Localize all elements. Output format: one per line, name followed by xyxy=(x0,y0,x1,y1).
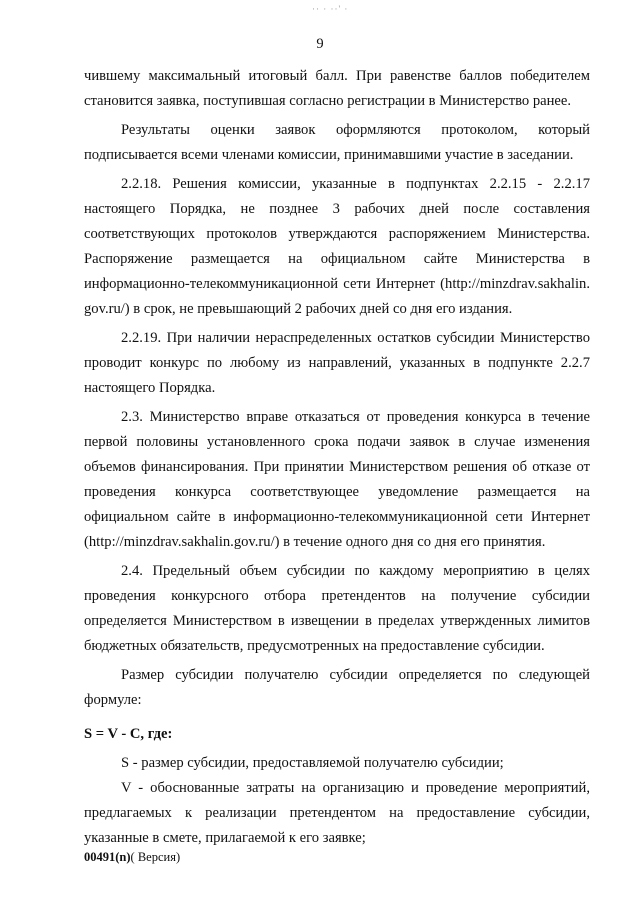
paragraph-continuation: чившему максимальный итоговый балл. При равенстве баллов победителем становится заявка, поступившая согласно регистрации в Министерство ранее. xyxy=(84,68,590,109)
paragraph-2-3: 2.3. Министерство вправе отказаться от проведения конкурса в течение первой половины установленного срока подачи заявок в случае изменения объемов финансирования. При принятии Министерством решения об отказе от проведения конкурса соответствующее уведомление размещается на официальном сайте в информационно-телекоммуникационной сети Интернет (http://minzdrav.sakhalin.gov.ru/) в течение одного дня со дня его принятия. xyxy=(84,409,590,550)
paragraph-2-2-19: 2.2.19. При наличии нераспределенных остатков субсидии Министерство проводит конкурс по любому из направлений, указанных в подпункте 2.2.7 настоящего Порядка. xyxy=(84,330,590,396)
paragraph-subsidy-size: Размер субсидии получателю субсидии определяется по следующей формуле: xyxy=(84,667,590,708)
document-body xyxy=(84,64,590,851)
scan-noise-mark: ·· · ··' · xyxy=(312,4,349,14)
footer-version-label: ( Версия) xyxy=(130,850,181,864)
definition-v: V - обоснованные затраты на организацию и проведение мероприятий, предлагаемых к реализации претендентом на предоставление субсидии, указанные в смете, прилагаемой к его заявке; xyxy=(84,780,590,846)
subsidy-formula: S = V - C, где: xyxy=(84,726,173,742)
definition-s: S - размер субсидии, предоставляемой получателю субсидии; xyxy=(121,755,504,771)
footer-document-code: 00491(n) xyxy=(84,850,131,864)
paragraph-2-2-18: 2.2.18. Решения комиссии, указанные в подпунктах 2.2.15 - 2.2.17 настоящего Порядка, не позднее 3 рабочих дней после составления соответствующих протоколов утверждаются распоряжением Министерства. Распоряжение размещается на официальном сайте Министерства в информационно-телекоммуникационной сети Интернет (http://minzdrav.sakhalin. gov.ru/) в срок, не превышающий 2 рабочих дней со дня его издания. xyxy=(84,176,590,317)
paragraph-2-4: 2.4. Предельный объем субсидии по каждому мероприятию в целях проведения конкурсного отбора претендентов на получение субсидии определяется Министерством в извещении в пределах утвержденных лимитов бюджетных обязательств, предусмотренных на предоставление субсидии. xyxy=(84,563,590,654)
document-footer xyxy=(84,850,180,865)
paragraph-evaluation-results: Результаты оценки заявок оформляются протоколом, который подписывается всеми членами комиссии, принимавшими участие в заседании. xyxy=(84,122,590,163)
page-number: 9 xyxy=(316,36,324,52)
